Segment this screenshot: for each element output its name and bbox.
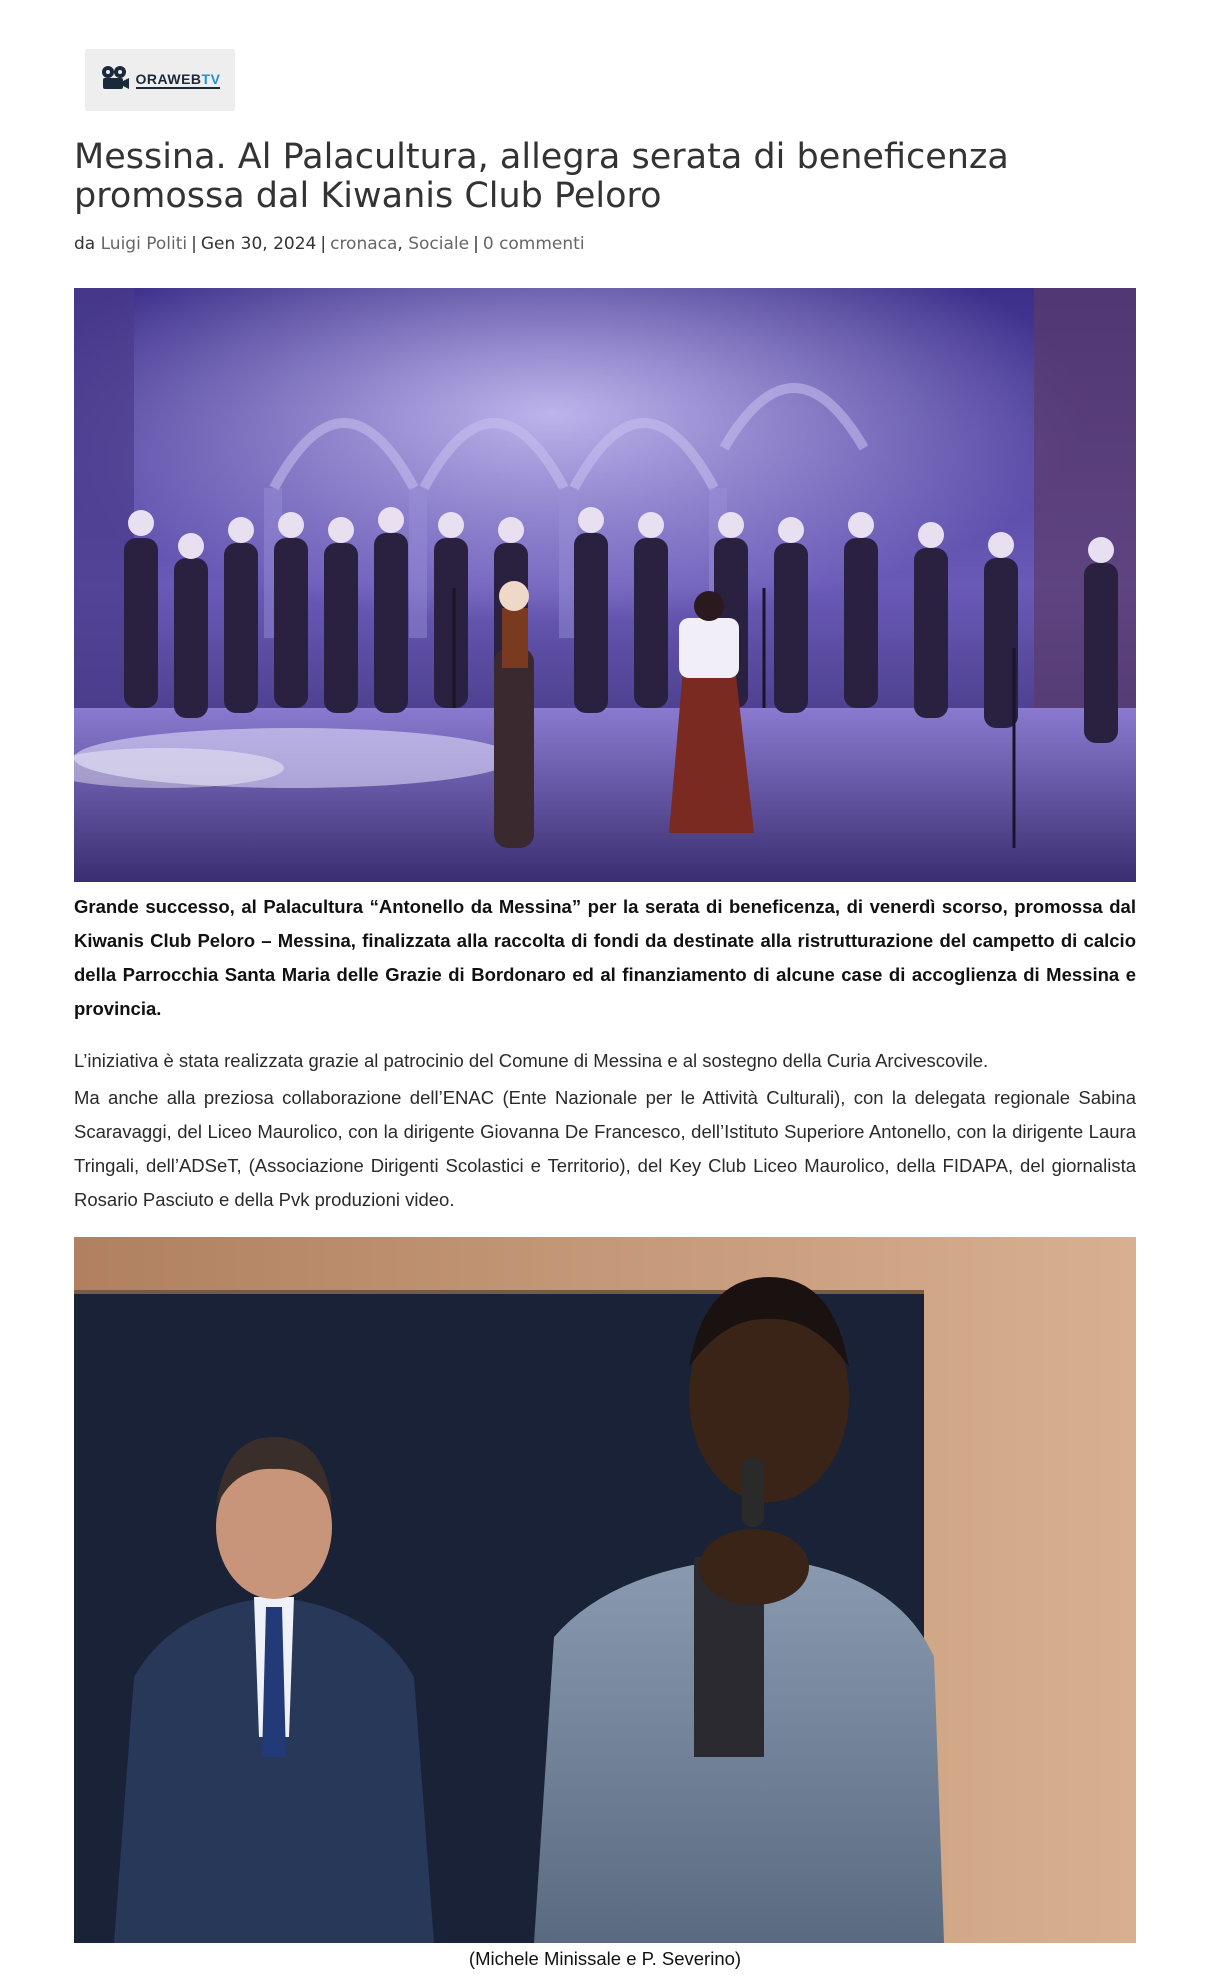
post-meta: da Luigi Politi | Gen 30, 2024 | cronaca, Sociale | 0 commenti (74, 234, 585, 254)
article-lead: Grande successo, al Palacultura “Antonello da Messina” per la serata di beneficenza, di venerdì scorso, promossa dal Kiwanis Club Peloro – Messina, finalizzata alla raccolta di fondi da destinate alla ristrutturazione del campetto di calcio della Parrocchia Santa Maria delle Grazie di Bordonaro ed al finanziamento di alcune case di accoglienza di Messina e provincia. (74, 896, 1136, 1019)
article-paragraph: Ma anche alla preziosa collaborazione dell’ENAC (Ente Nazionale per le Attività Culturali), con la delegata regionale Sabina Scaravaggi, del Liceo Maurolico, con la dirigente Giovanna De Francesco, dell’Istituto Superiore Antonello, con la dirigente Laura Tringali, dell’ADSeT, (Associazione Dirigenti Scolastici e Territorio), del Key Club Liceo Maurolico, della FIDAPA, del giornalista Rosario Pasciuto e della Pvk produzioni video. (74, 1087, 1136, 1210)
post-date: Gen 30, 2024 (200, 234, 317, 254)
logo-wordmark: ORAWEBTV (135, 71, 221, 87)
site-logo[interactable] (85, 49, 235, 111)
article-paragraph: L’iniziativa è stata realizzata grazie al patrocinio del Comune di Messina e al sostegno della Curia Arcivescovile. (74, 1050, 989, 1071)
author-prefix: da (74, 234, 96, 254)
comments-link[interactable]: 0 commenti (482, 234, 585, 254)
category-link-cronaca[interactable]: cronaca (330, 234, 398, 254)
speakers-photo (74, 1237, 1136, 1943)
category-link-sociale[interactable]: Sociale (408, 234, 470, 254)
photo-caption: (Michele Minissale e P. Severino) (468, 1948, 742, 1969)
stage-performance-photo (74, 288, 1136, 882)
article-title: Messina. Al Palacultura, allegra serata di beneficenza promossa dal Kiwanis Club Peloro (74, 137, 1009, 216)
film-camera-icon (100, 65, 130, 96)
author-link[interactable]: Luigi Politi (100, 234, 188, 254)
